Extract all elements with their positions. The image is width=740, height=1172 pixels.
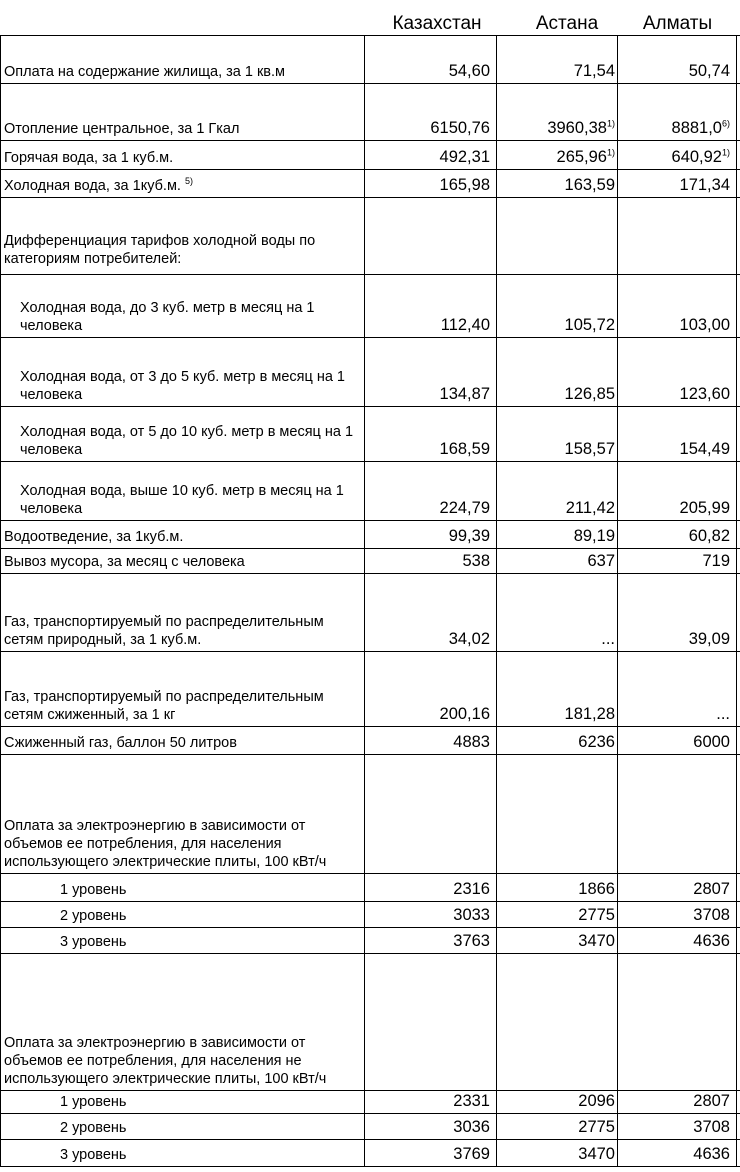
value-astana: 3470 (578, 932, 615, 950)
value-astana: 1866 (578, 880, 615, 898)
row-label: Газ, транспортируемый по распределительным сетям сжиженный, за 1 кг (4, 689, 324, 723)
value-kazakhstan: 3763 (453, 932, 490, 950)
table-row (0, 462, 740, 521)
value-kazakhstan: 2316 (453, 880, 490, 898)
value-almaty: 4636 (693, 1145, 730, 1163)
value-astana: 89,19 (573, 527, 615, 545)
row-label: Дифференциация тарифов холодной воды по категориям потребителей: (4, 233, 316, 267)
footnote-mark: 1) (721, 147, 730, 158)
table-row (0, 652, 740, 727)
row-label: 3 уровень (60, 1147, 127, 1163)
value-kazakhstan: 34,02 (448, 630, 490, 648)
value-almaty: 6000 (693, 733, 730, 751)
table-row (0, 928, 740, 954)
value-kazakhstan: 200,16 (439, 705, 490, 723)
value-astana: 3960,38$^{1)}$ (547, 118, 615, 137)
value-astana: 71,54 (573, 62, 615, 80)
value-kazakhstan: 99,39 (448, 527, 490, 545)
row-label: Холодная вода, до 3 куб. метр в месяц на 1 человека (20, 300, 315, 334)
row-label: Сжиженный газ, баллон 50 литров (4, 735, 237, 751)
table-header (0, 0, 740, 35)
value-astana: ... (601, 630, 615, 648)
value-almaty: 3708 (693, 1118, 730, 1136)
row-label: Водоотведение, за 1куб.м. (4, 529, 184, 545)
row-label: 1 уровень (60, 882, 127, 898)
table-row (0, 141, 740, 170)
table-row (0, 1114, 740, 1140)
header-astana: Астана (535, 13, 599, 34)
value-astana: 105,72 (564, 316, 615, 334)
value-almaty: 60,82 (688, 527, 730, 545)
row-label: 3 уровень (60, 934, 127, 950)
value-astana: 2775 (578, 1118, 615, 1136)
value-almaty: 2807 (693, 880, 730, 898)
value-astana: 181,28 (564, 705, 615, 723)
table-row (0, 521, 740, 549)
table-row (0, 755, 740, 874)
value-kazakhstan: 3769 (453, 1145, 490, 1163)
table-row (0, 1091, 740, 1114)
row-label: 2 уровень (60, 1120, 127, 1136)
row-label: Оплата на содержание жилища, за 1 кв.м (4, 64, 286, 80)
row-label: Холодная вода, за 1куб.м. $^{5)}$ (4, 176, 194, 194)
value-kazakhstan: 6150,76 (430, 119, 490, 137)
value-kazakhstan: 538 (462, 552, 490, 570)
header-kazakhstan: Казахстан (392, 13, 482, 34)
value-almaty: 50,74 (688, 62, 730, 80)
value-kazakhstan: 224,79 (439, 499, 490, 517)
row-label: 2 уровень (60, 908, 127, 924)
table-row (0, 84, 740, 141)
row-label: Горячая вода, за 1 куб.м. (4, 150, 174, 166)
row-label: Холодная вода, выше 10 куб. метр в месяц на 1 человека (20, 483, 344, 517)
table-row (0, 902, 740, 928)
value-almaty: 39,09 (688, 630, 730, 648)
footnote-mark: 1) (606, 118, 615, 129)
table-row (0, 549, 740, 574)
table-row (0, 1140, 740, 1167)
value-astana: 265,96$^{1)}$ (556, 147, 615, 166)
value-astana: 6236 (578, 733, 615, 751)
table-row (0, 170, 740, 198)
table-row (0, 874, 740, 902)
value-kazakhstan: 165,98 (439, 176, 490, 194)
value-astana: 2775 (578, 906, 615, 924)
value-kazakhstan: 2331 (453, 1092, 490, 1110)
value-almaty: 205,99 (679, 499, 730, 517)
value-astana: 637 (587, 552, 615, 570)
value-astana: 126,85 (564, 385, 615, 403)
value-kazakhstan: 168,59 (439, 440, 490, 458)
footnote-mark: 6) (721, 118, 730, 129)
value-almaty: 2807 (693, 1092, 730, 1110)
row-label: Вывоз мусора, за месяц с человека (4, 554, 245, 570)
value-almaty: 640,92$^{1)}$ (671, 147, 730, 166)
value-astana: 211,42 (565, 499, 615, 517)
table-row (0, 35, 740, 84)
row-label: Отопление центральное, за 1 Гкал (4, 121, 240, 137)
table-row (0, 574, 740, 652)
footnote-mark: 1) (606, 147, 615, 158)
value-astana: 2096 (578, 1092, 615, 1110)
value-kazakhstan: 54,60 (448, 62, 490, 80)
table-row (0, 198, 740, 275)
row-label: Холодная вода, от 3 до 5 куб. метр в месяц на 1 человека (20, 369, 345, 403)
value-astana: 163,59 (564, 176, 615, 194)
value-almaty: 3708 (693, 906, 730, 924)
row-label: Оплата за электроэнергию в зависимости от объемов ее потребления, для населения использующего электрические плиты, 100 кВт/ч (4, 818, 327, 870)
table-row (0, 338, 740, 407)
value-kazakhstan: 112,40 (440, 316, 490, 334)
value-almaty: 123,60 (679, 385, 730, 403)
value-almaty: 154,49 (679, 440, 730, 458)
value-almaty: ... (716, 705, 730, 723)
row-label: Газ, транспортируемый по распределительным сетям природный, за 1 куб.м. (4, 614, 324, 648)
value-kazakhstan: 492,31 (439, 148, 490, 166)
value-kazakhstan: 3033 (453, 906, 490, 924)
value-almaty: 4636 (693, 932, 730, 950)
row-label: 1 уровень (60, 1094, 127, 1110)
value-almaty: 103,00 (679, 316, 730, 334)
table-row (0, 275, 740, 338)
value-kazakhstan: 4883 (453, 733, 490, 751)
table-row (0, 954, 740, 1091)
row-label: Холодная вода, от 5 до 10 куб. метр в месяц на 1 человека (20, 424, 354, 458)
value-astana: 158,57 (564, 440, 615, 458)
table-row (0, 407, 740, 462)
value-almaty: 171,34 (679, 176, 730, 194)
footnote-mark: 5) (185, 176, 194, 187)
table-row (0, 727, 740, 755)
value-kazakhstan: 3036 (453, 1118, 490, 1136)
value-almaty: 8881,0$^{6)}$ (671, 118, 730, 137)
header-almaty: Алматы (642, 13, 713, 34)
row-label: Оплата за электроэнергию в зависимости от объемов ее потребления, для населения не использующего электрические плиты, 100 кВт/ч (4, 1035, 327, 1087)
value-almaty: 719 (702, 552, 730, 570)
value-astana: 3470 (578, 1145, 615, 1163)
value-kazakhstan: 134,87 (439, 385, 490, 403)
